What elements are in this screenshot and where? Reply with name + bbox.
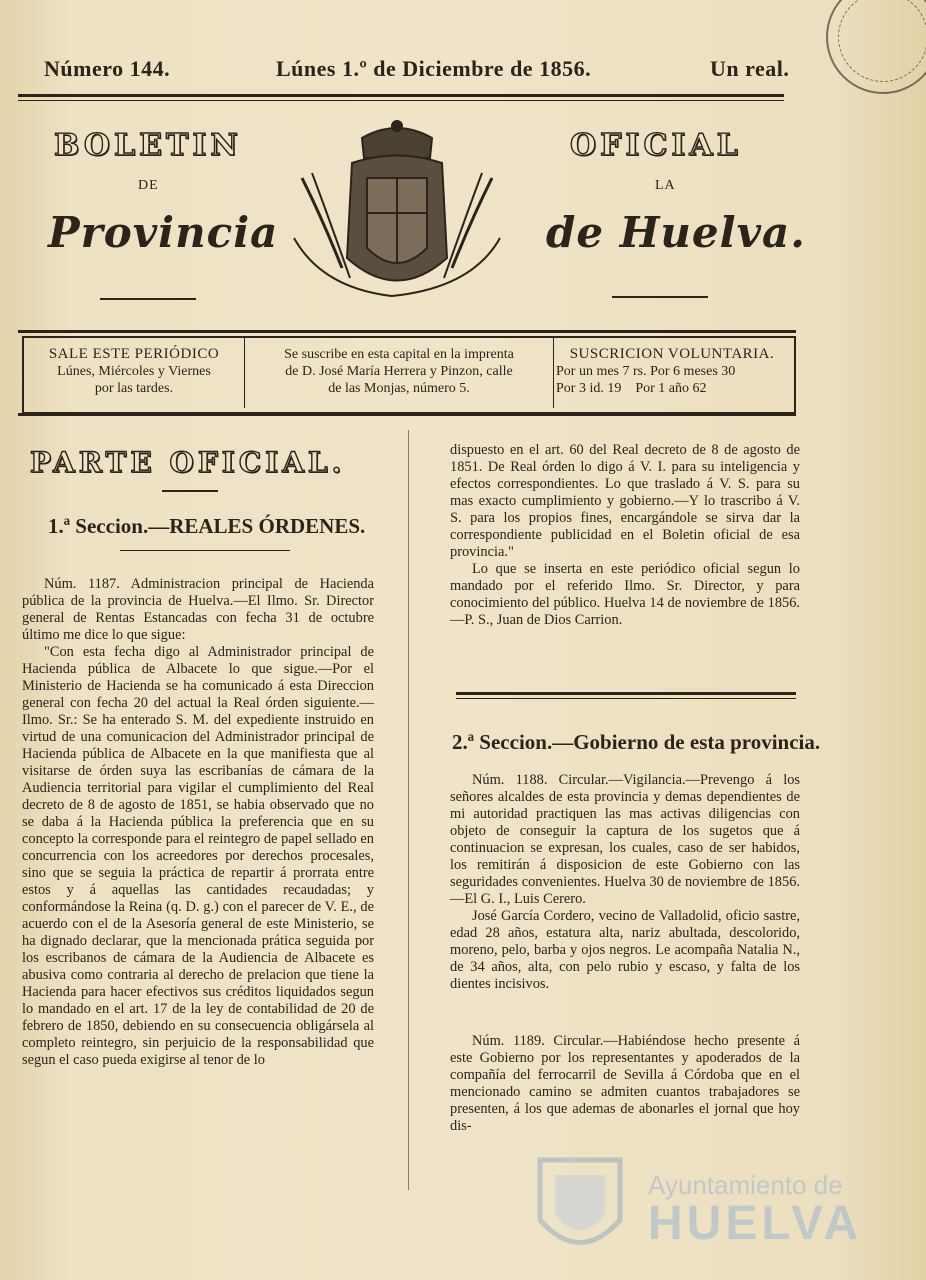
issue-number: Número 144. bbox=[44, 56, 171, 81]
info-box-divider bbox=[244, 338, 245, 408]
parte-oficial-heading: PARTE OFICIAL. bbox=[30, 446, 346, 479]
masthead-rule-thin bbox=[18, 100, 784, 101]
title-huelva: de Huelva. bbox=[546, 208, 806, 257]
paragraph: "Con esta fecha digo al Administrador principal de Hacienda pública de Albacete lo que sigue.—Por el Ministerio de Hacienda se ha comunicado á esta Direccion general con fecha 20 del actual la Real órden siguiente.—Ilmo. Sr.: Se ha enterado S. M. del expediente instruido en virtud de una comunicacion del Administrador principal de Hacienda pública de Albacete en la que manifiesta que al visitarse de órden suya las escribanías de cámara de la Audiencia territorial para vigilar el cumplimiento del Real decreto de 8 de agosto de 1851, se habia observado que no se daba á la Hacienda pública la preferencia que en su concepto la corresponde para el reintegro de papel sellado en concurrencia con los acreedores por derechos procesales, sino que se seguia la práctica de repartir á prorrata entre estos y á aquellas las cantidades recaudadas; y conformándose la Reina (q. D. g.) con el parecer de V. E., de acuerdo con el de la Asesoría general de este Ministerio, se ha dignado declarar, que la mencionada prática seguida por los escribanos de cámara de la Audiencia de Albacete es abusiva como contraria al derecho de prelacion que tiene la Hacienda para hacer efectivos sus créditos liquidados segun lo mandado en el art. 17 de la ley de contabilidad de 20 de febrero de 1850, debiendo en su consecuencia obligársela al completo reintegro, sin perjuicio de la responsabilidad que segun el caso pueda exigirse al tenor de lo bbox=[22, 644, 374, 1068]
title-de: DE bbox=[138, 178, 159, 193]
info-box-bottom-rule bbox=[18, 413, 796, 416]
paragraph: Núm. 1187. Administracion principal de Hacienda pública de la provincia de Huelva.—El Ilmo. Sr. Director general de Rentas Estancadas con fecha 31 de octubre último me dice lo que sigue: bbox=[22, 576, 374, 643]
paragraph: Lo que se inserta en este periódico oficial segun lo mandado por el referido Ilmo. Sr. Director, y para conocimiento del público. Huelva 14 de noviembre de 1856.—P. S., Juan de Dios Carrion. bbox=[450, 561, 800, 628]
info-right: SUSCRICION VOLUNTARIA. Por un mes 7 rs. Por 6 meses 30 Por 3 id. 19 Por 1 año 62 bbox=[556, 346, 775, 396]
parte-oficial-ornament bbox=[162, 490, 218, 492]
issue-date: Lúnes 1.º de Diciembre de 1856. bbox=[276, 56, 592, 81]
title-boletin: BOLETIN bbox=[54, 128, 242, 163]
section-separator bbox=[456, 692, 796, 695]
section1-rule bbox=[120, 550, 290, 551]
column2-top-body bbox=[450, 442, 800, 629]
watermark-line2: HUELVA bbox=[648, 1197, 863, 1250]
city-shield-icon bbox=[530, 1150, 630, 1270]
info-box-divider bbox=[553, 338, 554, 408]
title-la: LA bbox=[655, 178, 676, 193]
title-provincia: Provincia bbox=[48, 208, 279, 257]
watermark-line1: Ayuntamiento de bbox=[648, 1170, 843, 1200]
coat-of-arms-icon bbox=[282, 118, 512, 304]
paragraph: Núm. 1188. Circular.—Vigilancia.—Prevengo á los señores alcaldes de esta provincia y demas dependientes de mi autoridad practiquen las mas activas diligencias con objeto de conseguir la captura de los sugetos que á continuacion se expresan, los cuales, caso de ser habidos, los remitirán á disposicion de este Gobierno con las seguridades convenientes. Huelva 30 de noviembre de 1856.—El G. I., Luis Cerero. bbox=[450, 772, 800, 907]
title-ornament-left bbox=[100, 298, 196, 300]
section2-body bbox=[450, 772, 800, 1135]
section2-heading: 2.ª Seccion.—Gobierno de esta provincia. bbox=[452, 730, 821, 754]
section1-heading: 1.ª Seccion.—REALES ÓRDENES. bbox=[48, 514, 366, 538]
column-divider bbox=[408, 430, 409, 1190]
paragraph: José García Cordero, vecino de Valladolid, oficio sastre, edad 28 años, estatura alta, nariz abultada, descolorido, moreno, pelo, barba y ojos negros. Le acompaña Natalia N., de 34 años, alta, con pelo rubio y escaso, y falta de los dientes incisivos. bbox=[450, 908, 800, 992]
section1-body bbox=[22, 576, 374, 1069]
info-box-top-rule bbox=[18, 330, 796, 333]
title-ornament-right bbox=[612, 296, 708, 298]
section-separator-thin bbox=[456, 698, 796, 699]
paragraph: Núm. 1189. Circular.—Habiéndose hecho presente á este Gobierno por los representantes y apoderados de la compañía del ferrocarril de Sevilla á Córdoba que en el mencionado camino se admiten cuantos trabajadores se presenten, á los que ademas de abonarles el jornal que hoy dis- bbox=[450, 1033, 800, 1134]
title-oficial: OFICIAL bbox=[570, 128, 742, 163]
info-left: SALE ESTE PERIÓDICO Lúnes, Miércoles y Viernes por las tardes. bbox=[48, 346, 220, 396]
masthead-rule bbox=[18, 94, 784, 97]
issue-price: Un real. bbox=[710, 56, 790, 81]
paragraph: dispuesto en el art. 60 del Real decreto de 8 de agosto de 1851. De Real órden lo digo á V. I. para su inteligencia y efectos correspondientes. Lo que traslado á V. S. para su mas exacto cumplimiento y gobierno.—Y lo trascribo á V. S. para los propios fines, encargándole se sirva dar la correspondiente publicidad en el Boletin oficial de esa provincia." bbox=[450, 442, 800, 560]
info-center: Se suscribe en esta capital en la imprenta de D. José María Herrera y Pinzon, calle de las Monjas, número 5. bbox=[284, 347, 514, 396]
